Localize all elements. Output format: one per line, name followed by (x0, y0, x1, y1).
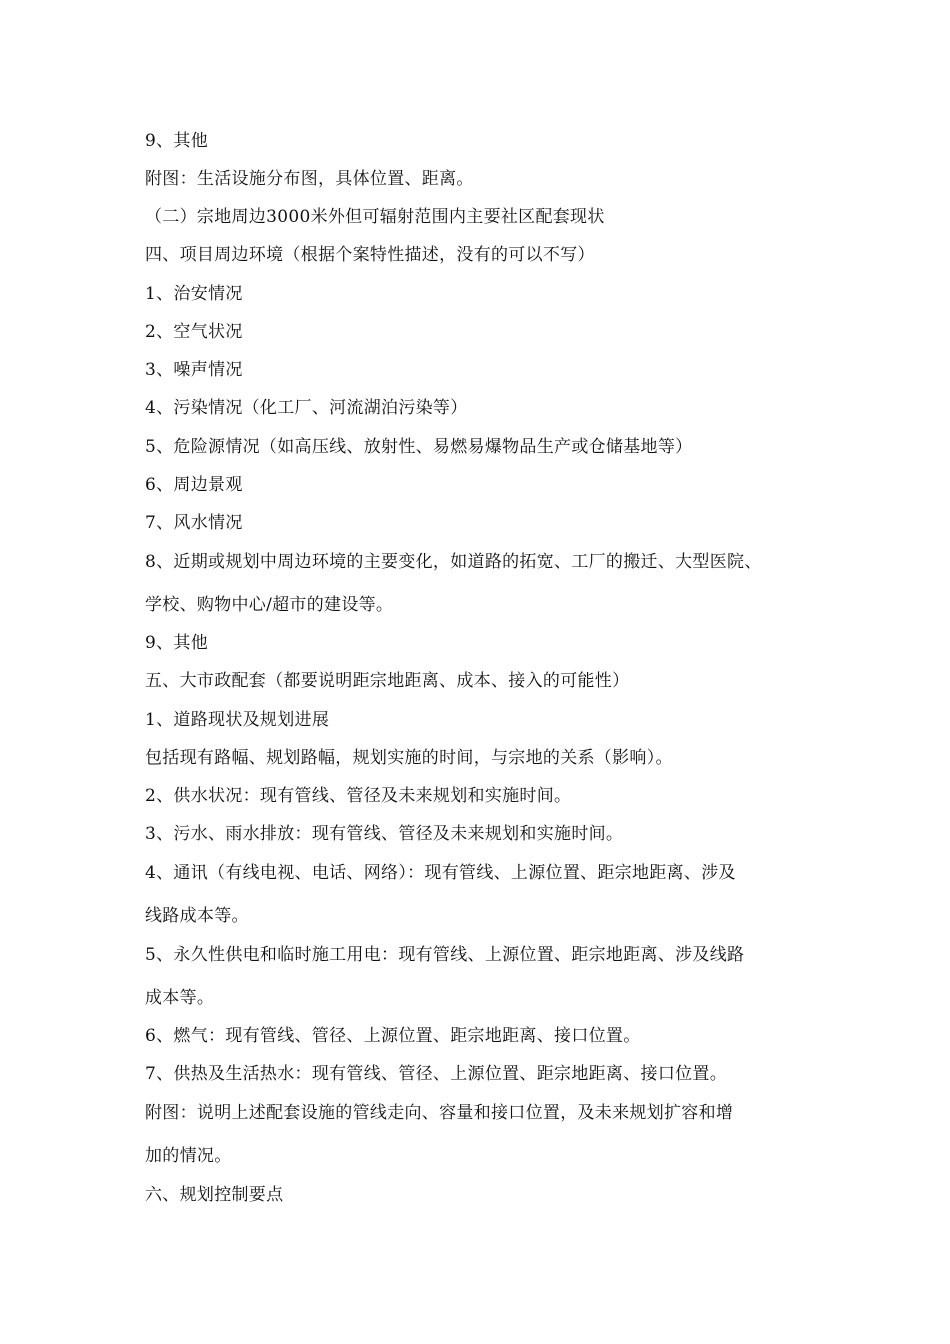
text-line: 六、规划控制要点 (145, 1185, 284, 1205)
text-line: 五、大市政配套（都要说明距宗地距离、成本、接入的可能性） (145, 671, 630, 691)
text-line: 附图：说明上述配套设施的管线走向、容量和接口位置，及未来规划扩容和增 (145, 1103, 734, 1123)
text-line: 5、永久性供电和临时施工用电：现有管线、上源位置、距宗地距离、涉及线路 (145, 945, 745, 965)
text-line: 4、污染情况（化工厂、河流湖泊污染等） (145, 398, 468, 418)
text-line: 9、其他 (145, 633, 209, 653)
text-line: 6、燃气：现有管线、管径、上源位置、距宗地距离、接口位置。 (145, 1026, 641, 1046)
text-line: 6、周边景观 (145, 475, 243, 495)
text-line: 线路成本等。 (145, 906, 249, 926)
text-line: 学校、购物中心/超市的建设等。 (145, 595, 394, 615)
text-line: 5、危险源情况（如高压线、放射性、易燃易爆物品生产或仓储基地等） (145, 437, 693, 457)
text-line: 3、污水、雨水排放：现有管线、管径及未来规划和实施时间。 (145, 824, 624, 844)
text-line: 2、供水状况：现有管线、管径及未来规划和实施时间。 (145, 786, 572, 806)
text-line: 2、空气状况 (145, 322, 243, 342)
text-line: 9、其他 (145, 131, 209, 151)
text-line: 8、近期或规划中周边环境的主要变化，如道路的拓宽、工厂的搬迁、大型医院、 (145, 552, 762, 572)
text-line: 包括现有路幅、规划路幅，规划实施的时间，与宗地的关系（影响）。 (145, 748, 673, 768)
text-line: 1、道路现状及规划进展 (145, 710, 330, 730)
text-line: （二）宗地周边3000米外但可辐射范围内主要社区配套现状 (145, 207, 605, 227)
text-line: 附图：生活设施分布图，具体位置、距离。 (145, 169, 474, 189)
text-line: 7、风水情况 (145, 513, 243, 533)
text-line: 3、噪声情况 (145, 360, 243, 380)
text-line: 成本等。 (145, 988, 215, 1008)
text-line: 1、治安情况 (145, 284, 243, 304)
text-line: 4、通讯（有线电视、电话、网络）：现有管线、上源位置、距宗地距离、涉及 (145, 863, 736, 883)
text-line: 加的情况。 (145, 1146, 232, 1166)
text-line: 7、供热及生活热水：现有管线、管径、上源位置、距宗地距离、接口位置。 (145, 1064, 728, 1084)
text-line: 四、项目周边环境（根据个案特性描述，没有的可以不写） (145, 245, 595, 265)
